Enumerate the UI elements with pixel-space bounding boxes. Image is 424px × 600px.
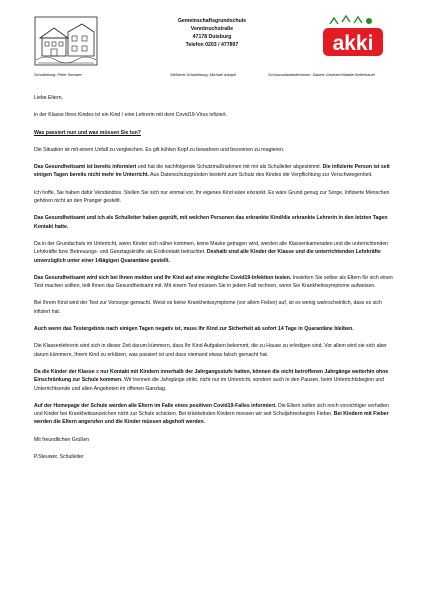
letterhead <box>0 0 424 72</box>
paragraph-3: Ich hoffe, Sie haben dafür Verständnis. Stellen Sie sich nur einmal vor, Ihr eigenes Kind wäre erkrankt. Es wäre Grund genug zur Sorge. Infizierte Menschen gehören nicht an den Pranger gestellt. <box>34 189 390 205</box>
p11-bold-2: Bei Kindern mit Fieber werden die Eltern angerufen und die Kinder müssen abgeholt werden. <box>34 411 389 426</box>
paragraph-11 <box>34 402 396 427</box>
signature: P.Steuwer, Schulleiter <box>34 454 84 461</box>
school-name: Gemeinschaftsgrundschule <box>177 18 247 24</box>
p11-bold-1: Auf der Homepage der Schule werden alle Eltern im Falle eines positiven Covid19-Falles informiert. <box>34 402 277 409</box>
p5-bold-1: Deshalb sind alle Kinder der Klasse und die unterrichtenden Lehrkräfte unverzüglich unter einer 14tägigen Quarantäne gestellt. <box>34 249 381 264</box>
akki-logo <box>320 14 386 62</box>
p2-bold-1: Das Gesundheitsamt ist bereits informiert <box>34 164 137 171</box>
social-workers-line: Schulsozialarbeiterinnen: Sabine Gruetzer/Natalie Bollerhauer <box>268 72 376 77</box>
p10-bold-2: nur Kontakt mit Kindern innerhalb der Jahrgangsstufe hatten, können die nicht betroffenen Jahrgänge weiterhin ohne Einschränkung zur Schule kommen. <box>34 368 389 384</box>
city: 47178 Duisburg <box>192 34 232 40</box>
paragraph-5 <box>34 240 396 265</box>
closing: Mit freundlichen Grüßen <box>34 436 90 443</box>
p2-bold-2: Die infizierte Person ist seit einigen Tagen bereits nicht mehr im Unterricht. <box>34 164 390 179</box>
p2-text-2: Aus Datenschutzgründen besteht zum Schutz des Kindes die Verpflichtung zur Verschwiegenheit. <box>149 172 373 179</box>
p10-class-placeholder: x <box>96 368 99 375</box>
paragraph-2 <box>34 163 396 180</box>
p10-bold-1: Da die Kinder der Klasse <box>34 368 96 375</box>
paragraph-7: Bei Ihrem Kind wird der Test zur Vorsorge gemacht. Weist es keine Krankheitssymptome (vor allem Fieber) auf, ist es wenig wahrscheinlich, dass es sich infiziert hat. <box>34 300 382 315</box>
p6-text-1: Inwiefern Sie selber als Eltern für sich einen Test machen sollten, teilt Ihnen das Gesundheitsamt mit. Mit einem Test müssen Sie in jedem Fall rechnen, wenn Sie Krankheitssymptome aufweisen. <box>34 274 393 290</box>
p5-text-1: Da in der Grundschule im Unterricht, wenn Kinder sich näher kommen, keine Maske getragen wird, werden alle Klassenkameraden und die unterrichtenden Lehrkräfte bzw. Betreuungs- und Ganztagskräfte als Erstkontakt betrachtet. <box>34 240 389 256</box>
akki-logo-text: akki <box>332 32 374 55</box>
paragraph-10 <box>34 368 396 393</box>
street: Vennbruchstraße <box>190 26 234 32</box>
p10-text-1: Wir trennen die Jahrgänge strikt, nicht nur im Unterricht, sondern auch in den Pausen, beim Unterrichtsbeginn und Unterrichtsende und allen Angeboten im offenen Ganztag. <box>34 377 385 392</box>
paragraph-1: Die Situation ist mit einem Unfall zu vergleichen. Es gilt kühlen Kopf zu bewahren und besonnen zu reagieren. <box>34 146 285 153</box>
paragraph-6 <box>34 274 396 291</box>
intro-paragraph: in der Klasse Ihres Kindes ist ein Kind / eine Lehrerin mit dem Covid19-Virus infiziert. <box>34 112 228 119</box>
letter-body <box>34 94 396 461</box>
paragraph-4: Das Gesundheitsamt und ich als Schulleiter haben geprüft, mit welchen Personen das erkrankte Kind/die erkrankte Lehrerin in den letzten Tagen Kontakt hatte. <box>34 215 388 230</box>
deputy-line: Stellvertr.Schulleitung: Michael Adolph <box>170 72 237 77</box>
principal-line: Schulleitung: Peter Steuwer <box>34 72 83 77</box>
paragraph-9: Die Klassenlehrerin wird sich in dieser Zeit darum kümmern, dass Ihr Kind Aufgaben bekommt, die zu Hause zu erledigen sind. Vor allem wird sie sich aber darum kümmern, Ihrem Kind zu erklären, was passiert ist und dass niemand etwas falsch gemacht hat. <box>34 343 387 358</box>
phone: Telefon 0203 / 477897 <box>185 42 239 48</box>
salutation: Liebe Eltern, <box>34 95 63 101</box>
p2-text-1: und hat die nachfolgende Schutzmaßnahmen mit mir als Schulleiter abgestimmt. <box>136 164 323 171</box>
paragraph-8: Auch wenn das Testergebnis nach einigen Tagen negativ ist, muss Ihr Kind zur Sicherheit ab sofort 14 Tage in Quarantäne bleiben. <box>34 326 354 333</box>
p6-bold-1: Das Gesundheitsamt wird sich bei Ihnen melden und Ihr Kind auf eine mögliche Covid19-Infektion testen. <box>34 274 292 281</box>
p11-text-1: Die Eltern sollen sich noch vorsichtiger verhalten und Kinder bei Krankheitsanzeichen nicht zur Schule schicken. Bei kränkelnden Kindern messen wir seit Schuljahresbeginn Fieber. <box>34 402 389 418</box>
question-heading: Was passiert nun und was müssen Sie tun? <box>34 129 141 136</box>
